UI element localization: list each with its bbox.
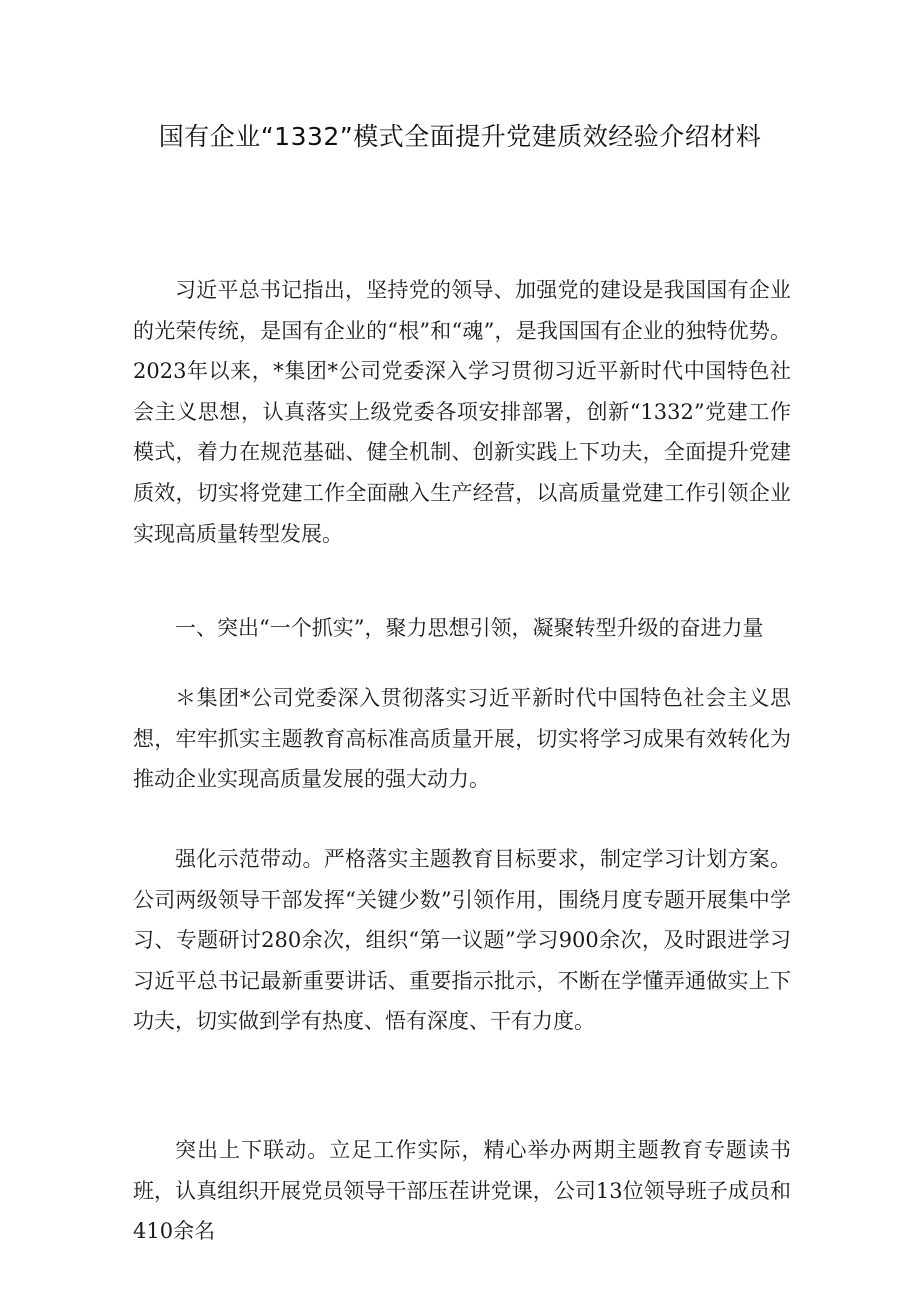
section-1-summary-paragraph: ＊集团*公司党委深入贯彻落实习近平新时代中国特色社会主义思想，牢牢抓实主题教育高标准高质量开展，切实将学习成果有效转化为推动企业实现高质量发展的强大动力。 [133,686,791,792]
demonstration-paragraph: 强化示范带动。严格落实主题教育目标要求，制定学习计划方案。公司两级领导干部发挥“关键少数”引领作用，围绕月度专题开展集中学习、专题研讨280余次，组织“第一议题”学习900余次，及时跟进学习习近平总书记最新重要讲话、重要指示批示，不断在学懂弄通做实上下功夫，切实做到学有热度、悟有深度、干有力度。 [133,847,791,1034]
intro-paragraph: 习近平总书记指出，坚持党的领导、加强党的建设是我国国有企业的光荣传统，是国有企业的“根”和“魂”，是我国国有企业的独特优势。2023年以来，*集团*公司党委深入学习贯彻习近平新时代中国特色社会主义思想，认真落实上级党委各项安排部署，创新“1332”党建工作模式，着力在规范基础、健全机制、创新实践上下功夫，全面提升党建质效，切实将党建工作全面融入生产经营，以高质量党建工作引领企业实现高质量转型发展。 [133,278,791,546]
linkage-paragraph: 突出上下联动。立足工作实际，精心举办两期主题教育专题读书班，认真组织开展党员领导干部压茬讲党课，公司13位领导班子成员和410余名 [133,1138,791,1244]
section-heading-1: 一、突出“一个抓实”，聚力思想引领，凝聚转型升级的奋进力量 [175,616,764,640]
document-title: 国有企业“1332”模式全面提升党建质效经验介绍材料 [158,122,762,151]
